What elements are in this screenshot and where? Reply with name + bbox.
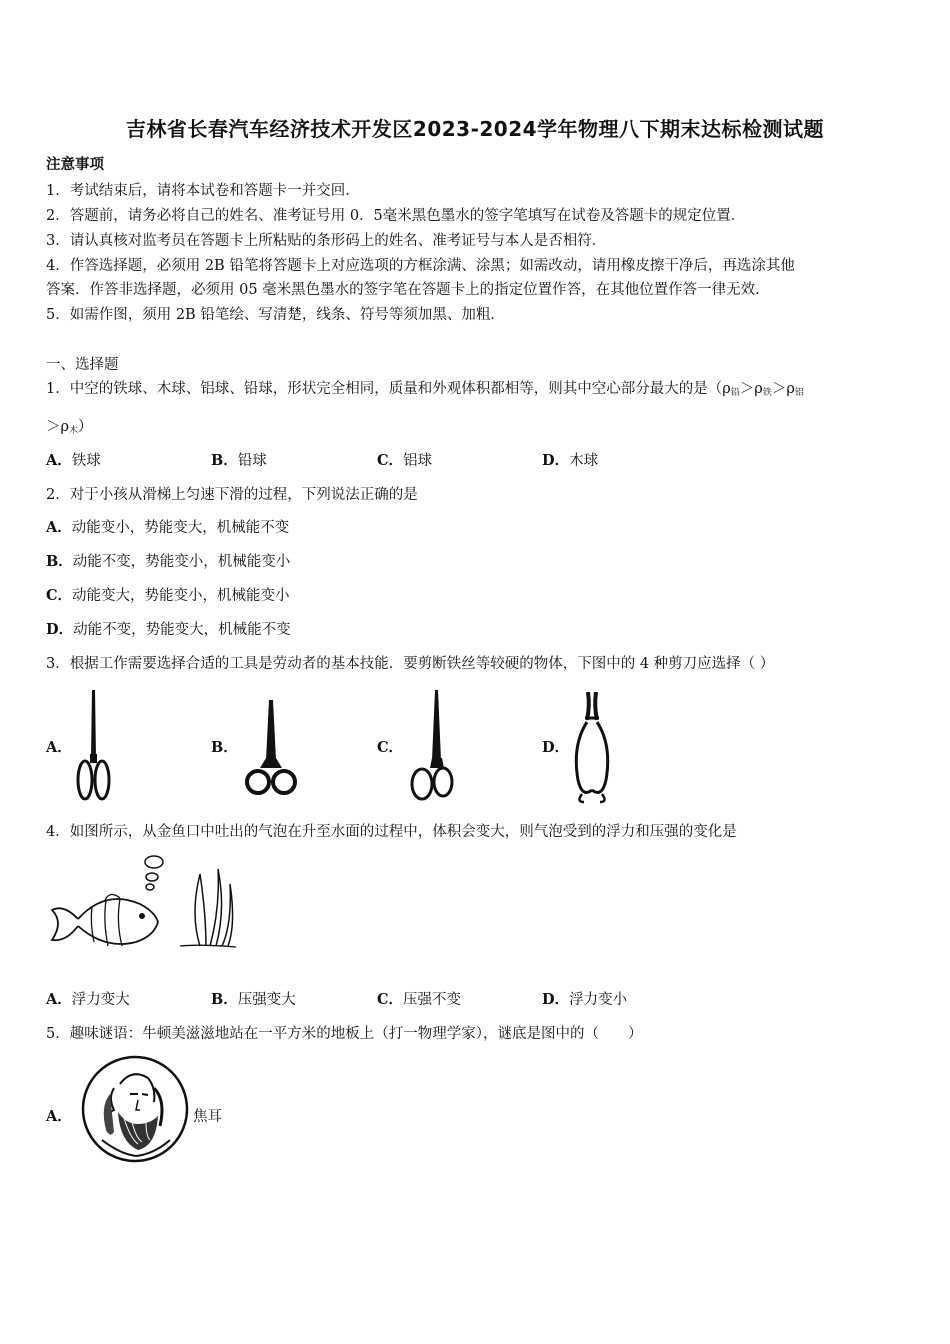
notice-item: 4．作答选择题，必须用 2B 铅笔将答题卡上对应选项的方框涂满、涂黑；如需改动，请用橡皮擦干净后，再选涂其他 xyxy=(46,258,795,274)
option-a[interactable] xyxy=(46,988,130,1009)
option-letter: A． xyxy=(46,452,72,469)
option-d[interactable] xyxy=(46,618,291,639)
rho-subscript: 木 xyxy=(69,426,79,436)
gt-symbol: ＞ xyxy=(739,381,755,397)
rho-symbol: ρ xyxy=(60,419,70,435)
question-3-stem: 3．根据工作需要选择合适的工具是劳动者的基本技能．要剪断铁丝等较硬的物体，下图中的 4 种剪刀应选择（ ） xyxy=(46,656,775,672)
notice-item: 2．答题前，请务必将自己的姓名、准考证号用 0．5毫米黑色墨水的签字笔填写在试卷及答题卡的规定位置． xyxy=(46,208,746,224)
option-letter: D． xyxy=(542,991,570,1008)
option-letter: D． xyxy=(542,452,570,469)
option-letter: C． xyxy=(46,587,73,604)
option-text: 动能变大，势能变小，机械能变小 xyxy=(72,588,290,604)
option-b[interactable] xyxy=(211,988,296,1009)
option-letter: B． xyxy=(211,991,238,1008)
rho-symbol: ρ xyxy=(786,381,795,397)
notice-item: 1．考试结束后，请将本试卷和答题卡一并交回． xyxy=(46,183,360,199)
option-text: 木球 xyxy=(569,453,599,469)
scissors-c-image xyxy=(408,688,458,804)
option-text: 压强不变 xyxy=(403,992,462,1008)
option-c[interactable] xyxy=(377,988,461,1009)
option-a[interactable]: A． xyxy=(46,1108,72,1125)
option-letter: D． xyxy=(46,621,74,638)
option-letter: A． xyxy=(46,519,72,536)
option-text: 铁球 xyxy=(71,453,101,469)
gt-symbol: ＞ xyxy=(771,381,787,397)
option-a[interactable] xyxy=(46,516,289,537)
notice-item: 3．请认真核对监考员在答题卡上所粘贴的条形码上的姓名、准考证号与本人是否相符． xyxy=(46,233,607,249)
scissors-b-image xyxy=(244,698,298,804)
rho-subscript: 铅 xyxy=(730,388,740,398)
option-d[interactable]: D． xyxy=(542,739,570,756)
option-text: 铅球 xyxy=(237,453,267,469)
option-d[interactable] xyxy=(542,449,598,470)
option-b[interactable] xyxy=(46,550,290,571)
option-text: 动能不变，势能变大，机械能不变 xyxy=(73,622,291,638)
option-text: 压强变大 xyxy=(237,992,296,1008)
option-d[interactable] xyxy=(542,988,627,1009)
option-letter: A． xyxy=(46,991,72,1008)
rho-symbol: ρ xyxy=(722,381,731,397)
option-text: 动能变小，势能变大，机械能不变 xyxy=(71,520,290,536)
question-1-text: 1．中空的铁球、木球、铝球、铅球，形状完全相同，质量和外观体积都相等，则其中空心部分最大的是（ xyxy=(46,381,723,397)
question-2-stem: 2．对于小孩从滑梯上匀速下滑的过程，下列说法正确的是 xyxy=(46,487,418,503)
question-1-stem-cont xyxy=(46,415,93,436)
notice-item: 5．如需作图，须用 2B 铅笔绘、写清楚，线条、符号等须加黑、加粗． xyxy=(46,307,505,323)
rho-subscript: 铝 xyxy=(794,388,804,398)
physicist-portrait-image xyxy=(80,1054,190,1164)
question-5-stem: 5．趣味谜语：牛顿美滋滋地站在一平方米的地板上（打一物理学家），谜底是图中的（ ） xyxy=(46,1026,643,1042)
section-heading: 一、选择题 xyxy=(46,357,119,373)
option-text: 铝球 xyxy=(403,453,433,469)
option-text: 动能不变，势能变小，机械能变小 xyxy=(72,554,291,570)
option-letter: C． xyxy=(377,452,404,469)
option-b[interactable] xyxy=(211,449,267,470)
rho-subscript: 铁 xyxy=(762,388,772,398)
notice-heading: 注意事项 xyxy=(46,156,104,173)
option-a[interactable] xyxy=(46,449,101,470)
rho-symbol: ρ xyxy=(754,381,763,397)
option-text: 浮力变大 xyxy=(71,992,130,1008)
question-4-stem: 4．如图所示，从金鱼口中吐出的气泡在升至水面的过程中，体积会变大，则气泡受到的浮力和压强的变化是 xyxy=(46,824,737,840)
scissors-a-image xyxy=(74,688,114,804)
scissors-d-image xyxy=(568,690,618,804)
option-b[interactable]: B． xyxy=(211,739,238,756)
option-text: 浮力变小 xyxy=(569,992,628,1008)
option-a[interactable]: A． xyxy=(46,739,72,756)
option-letter: B． xyxy=(211,452,238,469)
option-letter: B． xyxy=(46,553,73,570)
option-letter: C． xyxy=(377,991,404,1008)
option-c[interactable]: C． xyxy=(377,739,404,756)
close-paren: ） xyxy=(78,419,93,435)
question-1-stem xyxy=(46,377,804,398)
option-a-caption: 焦耳 xyxy=(193,1109,222,1125)
gt-symbol: ＞ xyxy=(46,419,61,435)
option-c[interactable] xyxy=(46,584,290,605)
goldfish-image xyxy=(50,854,236,954)
option-c[interactable] xyxy=(377,449,432,470)
notice-item: 答案．作答非选择题，必须用 05 毫米黑色墨水的签字笔在答题卡上的指定位置作答，在其他位置作答一律无效． xyxy=(46,282,770,298)
page-title: 吉林省长春汽车经济技术开发区2023-2024学年物理八下期末达标检测试题 xyxy=(125,117,825,141)
